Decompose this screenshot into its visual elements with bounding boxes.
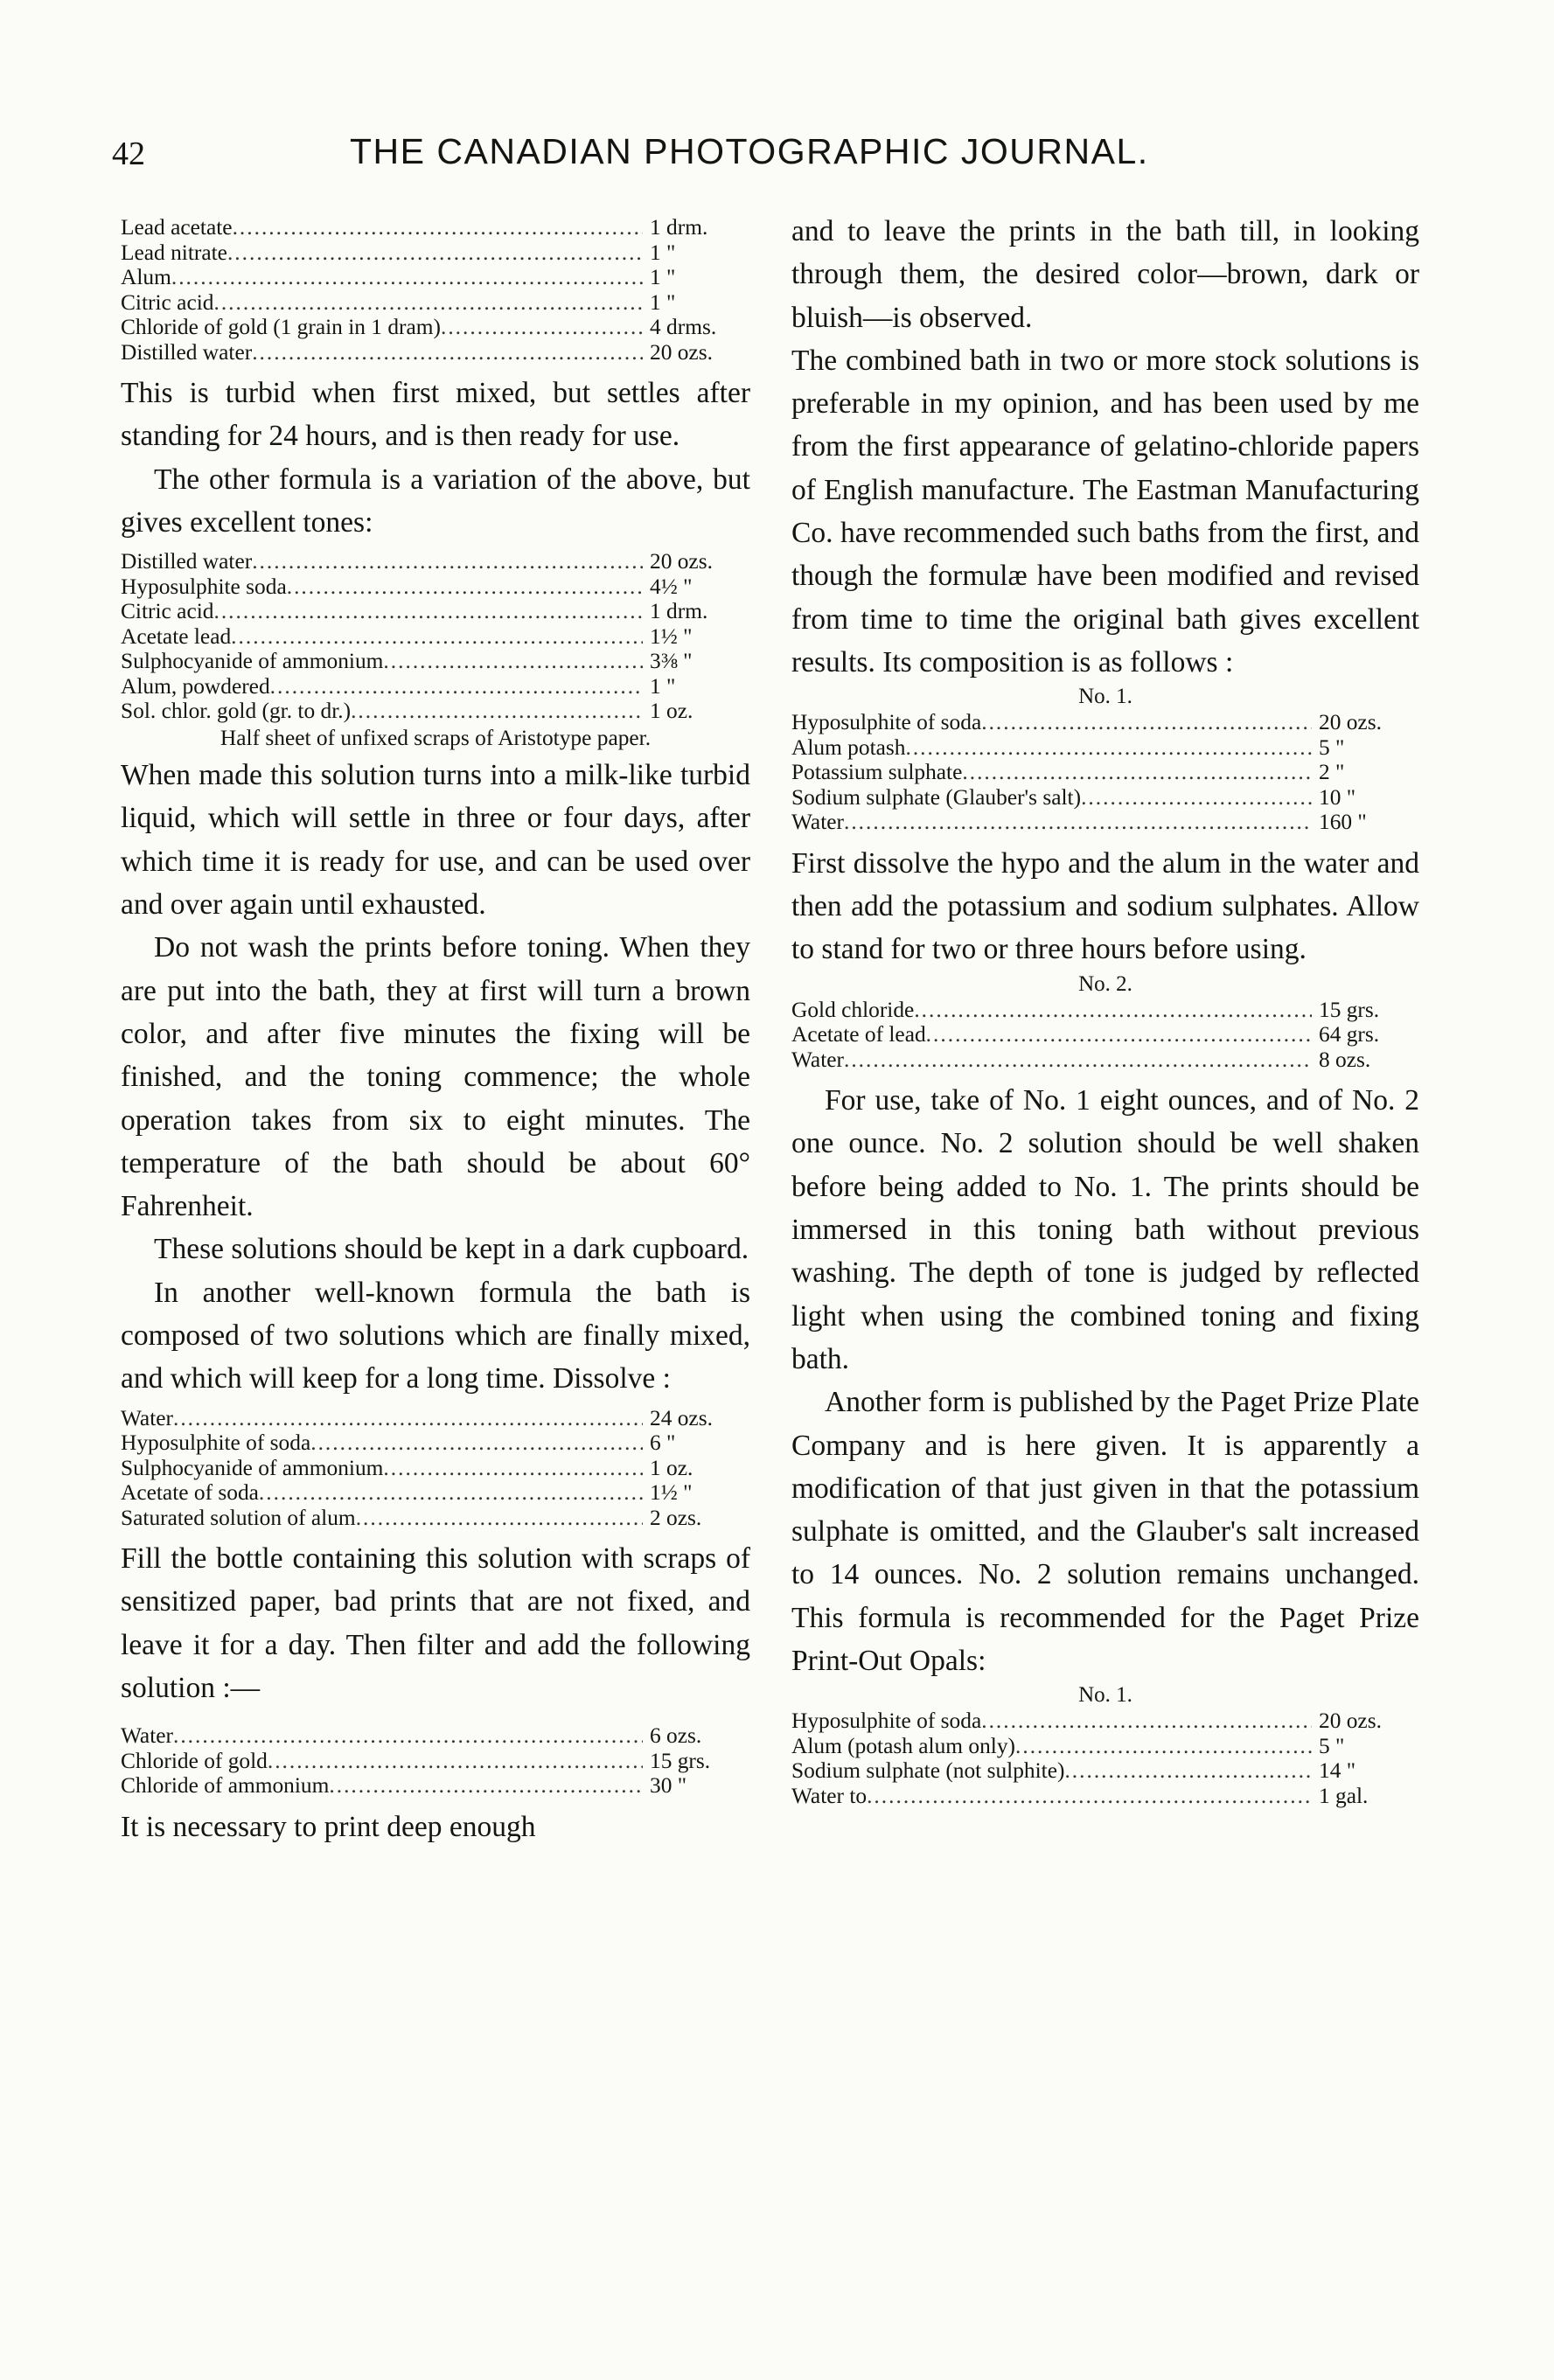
dot-leader — [356, 1506, 643, 1531]
paragraph: When made this solution turns into a milk-like turbid liquid, which will settle in three or four days, after which time it is ready for use, and can be used over and over again until exhausted. — [121, 759, 750, 922]
left-column — [121, 210, 750, 1848]
ingredient-name: Alum, powdered — [121, 673, 270, 699]
ingredient-quantity: 10 " — [1319, 784, 1356, 810]
ingredient-name: Hyposulphite of soda — [791, 1708, 982, 1734]
paragraph: First dissolve the hypo and the alum in the water and then add the potassium and sodium sulphates. Allow to stand for two or three hours before using. — [791, 846, 1419, 966]
recipe-row — [121, 549, 750, 574]
ingredient-quantity: 3⅜ " — [650, 649, 693, 674]
ingredient-name: Chloride of ammonium — [121, 1773, 330, 1799]
ingredient-name: Water — [121, 1723, 173, 1749]
recipe-row — [121, 1773, 750, 1799]
dot-leader — [383, 1456, 643, 1481]
ingredient-quantity: 1½ " — [650, 1480, 693, 1506]
recipe-row — [121, 699, 750, 724]
ingredient-name: Alum (potash alum only) — [791, 1733, 1015, 1758]
paragraph: In another well-known formula the bath is composed of two solutions which are finally mixed, and which will keep for a long time. Dissolve : — [121, 1276, 750, 1395]
page-number: 42 — [112, 136, 145, 172]
recipe-row — [121, 1723, 750, 1749]
recipe-table — [121, 1723, 750, 1799]
ingredient-quantity: 1 drm. — [650, 599, 708, 624]
ingredient-name: Sodium sulphate (not sulphite) — [791, 1758, 1065, 1784]
formula-label: No. 1. — [1078, 685, 1132, 709]
dot-leader — [270, 674, 643, 699]
ingredient-quantity: 160 " — [1319, 810, 1367, 835]
ingredient-quantity: 1 " — [650, 265, 676, 289]
recipe-row — [121, 1506, 750, 1531]
right-column — [791, 210, 1419, 1815]
paragraph: The other formula is a variation of the above, but gives excellent tones: — [121, 463, 750, 539]
recipe-row — [791, 1708, 1419, 1734]
ingredient-name: Distilled water — [121, 339, 253, 365]
dot-leader — [171, 265, 643, 290]
recipe-table — [121, 215, 750, 365]
ingredient-quantity: 4 drms. — [650, 315, 717, 339]
recipe-row — [121, 624, 750, 650]
ingredient-quantity: 8 ozs. — [1319, 1047, 1371, 1072]
ingredient-quantity: 1 " — [650, 289, 676, 315]
ingredient-quantity: 1 oz. — [650, 699, 693, 724]
ingredient-quantity: 1 gal. — [1319, 1783, 1369, 1808]
ingredient-quantity: 14 " — [1319, 1758, 1356, 1784]
ingredient-name: Potassium sulphate — [791, 760, 963, 785]
recipe-row — [121, 599, 750, 624]
recipe-note: Half sheet of unfixed scraps of Aristotype paper. — [220, 725, 652, 750]
recipe-table — [791, 1708, 1419, 1808]
ingredient-name: Gold chloride — [791, 997, 915, 1022]
ingredient-quantity: 64 grs. — [1319, 1022, 1380, 1047]
recipe-row — [121, 1406, 750, 1431]
recipe-table — [121, 549, 750, 724]
recipe-row — [791, 1047, 1419, 1073]
ingredient-name: Water — [791, 810, 844, 835]
recipe-row — [791, 710, 1419, 735]
dot-leader — [962, 760, 1312, 785]
recipe-row — [121, 340, 750, 365]
dot-leader — [1064, 1758, 1312, 1784]
ingredient-name: Lead acetate — [121, 215, 233, 240]
recipe-row — [121, 574, 750, 600]
dot-leader — [231, 624, 643, 650]
dot-leader — [259, 1480, 643, 1506]
recipe-table — [121, 1406, 750, 1531]
recipe-row — [121, 1480, 750, 1506]
recipe-table — [791, 998, 1419, 1073]
paragraph: and to leave the prints in the bath till, in looking through them, the desired color—brown, dark or bluish—is observed. — [791, 215, 1419, 334]
ingredient-quantity: 1½ " — [650, 623, 693, 649]
dot-leader — [867, 1784, 1312, 1809]
page-header — [0, 131, 1554, 184]
formula-label: No. 1. — [1078, 1683, 1132, 1708]
dot-leader — [1015, 1734, 1312, 1759]
formula-label: No. 2. — [1078, 971, 1132, 996]
ingredient-quantity: 1 " — [650, 240, 676, 265]
dot-leader — [1081, 785, 1312, 811]
dot-leader — [213, 290, 643, 316]
dot-leader — [173, 1406, 643, 1431]
ingredient-quantity: 24 ozs. — [650, 1405, 713, 1430]
paragraph: Fill the bottle containing this solution with scraps of sensitized paper, bad prints that are not fixed, and leave it for a day. Then filter and add the following solution :— — [121, 1542, 750, 1705]
recipe-row — [121, 674, 750, 699]
ingredient-quantity: 1 drm. — [650, 215, 708, 240]
recipe-row — [791, 810, 1419, 835]
ingredient-name: Chloride of gold (1 grain in 1 dram) — [121, 315, 441, 339]
recipe-row — [791, 1784, 1419, 1809]
recipe-row — [791, 998, 1419, 1023]
ingredient-name: Hyposulphite of soda — [791, 710, 982, 735]
ingredient-quantity: 4½ " — [650, 574, 693, 599]
ingredient-quantity: 5 " — [1319, 734, 1345, 760]
recipe-row — [121, 265, 750, 290]
ingredient-quantity: 2 " — [1319, 760, 1345, 785]
recipe-row — [791, 1734, 1419, 1759]
ingredient-name: Acetate of lead — [791, 1022, 926, 1047]
ingredient-quantity: 15 grs. — [1319, 997, 1380, 1022]
paragraph: For use, take of No. 1 eight ounces, and of No. 2 one ounce. No. 2 solution should be well shaken before being added to No. 1. The prints should be immersed in this toning bath without previous washing. The depth of tone is judged by reflected light when using the combined toning and fixing bath. — [791, 1084, 1419, 1375]
recipe-row — [121, 315, 750, 340]
dot-leader — [173, 1723, 643, 1749]
ingredient-quantity: 30 " — [650, 1773, 687, 1799]
ingredient-quantity: 2 ozs. — [650, 1505, 702, 1530]
paragraph: Another form is published by the Paget Prize Plate Company and is here given. It is apparently a modification of that just given in that the potassium sulphate is omitted, and the Glauber's salt increased to 14 ounces. No. 2 solution remains unchanged. This formula is recommended for the Paget Prize Print-Out Opals: — [791, 1386, 1419, 1678]
dot-leader — [287, 574, 643, 600]
ingredient-name: Alum — [121, 265, 171, 289]
ingredient-name: Citric acid — [121, 599, 214, 624]
ingredient-quantity: 1 " — [650, 673, 676, 699]
recipe-row — [791, 1022, 1419, 1047]
dot-leader — [233, 215, 643, 240]
paragraph: These solutions should be kept in a dark cupboard. — [154, 1233, 749, 1266]
ingredient-name: Sulphocyanide of ammonium — [121, 1455, 384, 1480]
ingredient-name: Sol. chlor. gold (gr. to dr.) — [121, 699, 352, 724]
dot-leader — [981, 710, 1312, 735]
dot-leader — [268, 1749, 643, 1774]
recipe-row — [121, 240, 750, 266]
ingredient-name: Alum potash — [791, 734, 906, 760]
dot-leader — [329, 1773, 643, 1799]
paragraph: The combined bath in two or more stock solutions is preferable in my opinion, and has been used by me from the first appearance of gelatino-chloride papers of English manufacture. The Eastman Manufacturing Co. have recommended such baths from the first, and though the formulæ have been modified and revised from time to time the original bath gives excellent results. Its composition is as follows : — [791, 344, 1419, 679]
recipe-row — [791, 760, 1419, 785]
paragraph: This is turbid when first mixed, but settles after standing for 24 hours, and is then ready for use. — [121, 377, 750, 453]
dot-leader — [844, 810, 1312, 835]
dot-leader — [844, 1047, 1312, 1073]
recipe-row — [121, 1456, 750, 1481]
journal-title: THE CANADIAN PHOTOGRAPHIC JOURNAL. — [350, 131, 1149, 171]
dot-leader — [905, 735, 1312, 761]
dot-leader — [926, 1022, 1312, 1047]
dot-leader — [383, 649, 643, 674]
dot-leader — [351, 699, 643, 724]
ingredient-name: Saturated solution of alum — [121, 1505, 356, 1530]
ingredient-quantity: 6 ozs. — [650, 1723, 702, 1749]
recipe-row — [121, 1749, 750, 1774]
recipe-row — [121, 215, 750, 240]
dot-leader — [914, 998, 1312, 1023]
recipe-row — [121, 1430, 750, 1456]
ingredient-quantity: 20 ozs. — [1319, 710, 1382, 735]
ingredient-quantity: 20 ozs. — [650, 549, 713, 574]
ingredient-quantity: 20 ozs. — [650, 339, 713, 365]
dot-leader — [981, 1708, 1312, 1734]
ingredient-quantity: 15 grs. — [650, 1748, 711, 1773]
dot-leader — [310, 1430, 643, 1456]
ingredient-name: Citric acid — [121, 289, 214, 315]
ingredient-name: Hyposulphite of soda — [121, 1430, 311, 1456]
ingredient-name: Water — [791, 1047, 844, 1072]
recipe-row — [121, 649, 750, 674]
dot-leader — [252, 340, 643, 365]
ingredient-name: Acetate of soda — [121, 1480, 259, 1506]
paragraph: It is necessary to print deep enough — [121, 1810, 536, 1843]
ingredient-name: Sodium sulphate (Glauber's salt) — [791, 784, 1082, 810]
ingredient-name: Sulphocyanide of ammonium — [121, 649, 384, 674]
dot-leader — [227, 240, 643, 266]
ingredient-name: Hyposulphite soda — [121, 574, 287, 599]
dot-leader — [213, 599, 643, 624]
paragraph: Do not wash the prints before toning. When they are put into the bath, they at first will turn a brown color, and after five minutes the fixing will be finished, and the toning commence; the whole operation takes from six to eight minutes. The temperature of the bath should be about 60° Fahrenheit. — [121, 931, 750, 1223]
ingredient-quantity: 5 " — [1319, 1733, 1345, 1758]
recipe-row — [791, 785, 1419, 811]
ingredient-name: Water — [121, 1405, 173, 1430]
ingredient-quantity: 1 oz. — [650, 1455, 693, 1480]
recipe-row — [791, 735, 1419, 761]
ingredient-quantity: 20 ozs. — [1319, 1708, 1382, 1734]
ingredient-name: Chloride of gold — [121, 1748, 268, 1773]
recipe-table — [791, 710, 1419, 835]
dot-leader — [252, 549, 643, 574]
dot-leader — [441, 315, 643, 340]
ingredient-name: Distilled water — [121, 549, 253, 574]
recipe-row — [121, 290, 750, 316]
ingredient-name: Water to — [791, 1783, 868, 1808]
ingredient-name: Acetate lead — [121, 623, 232, 649]
ingredient-quantity: 6 " — [650, 1430, 676, 1456]
ingredient-name: Lead nitrate — [121, 240, 227, 265]
recipe-row — [791, 1758, 1419, 1784]
